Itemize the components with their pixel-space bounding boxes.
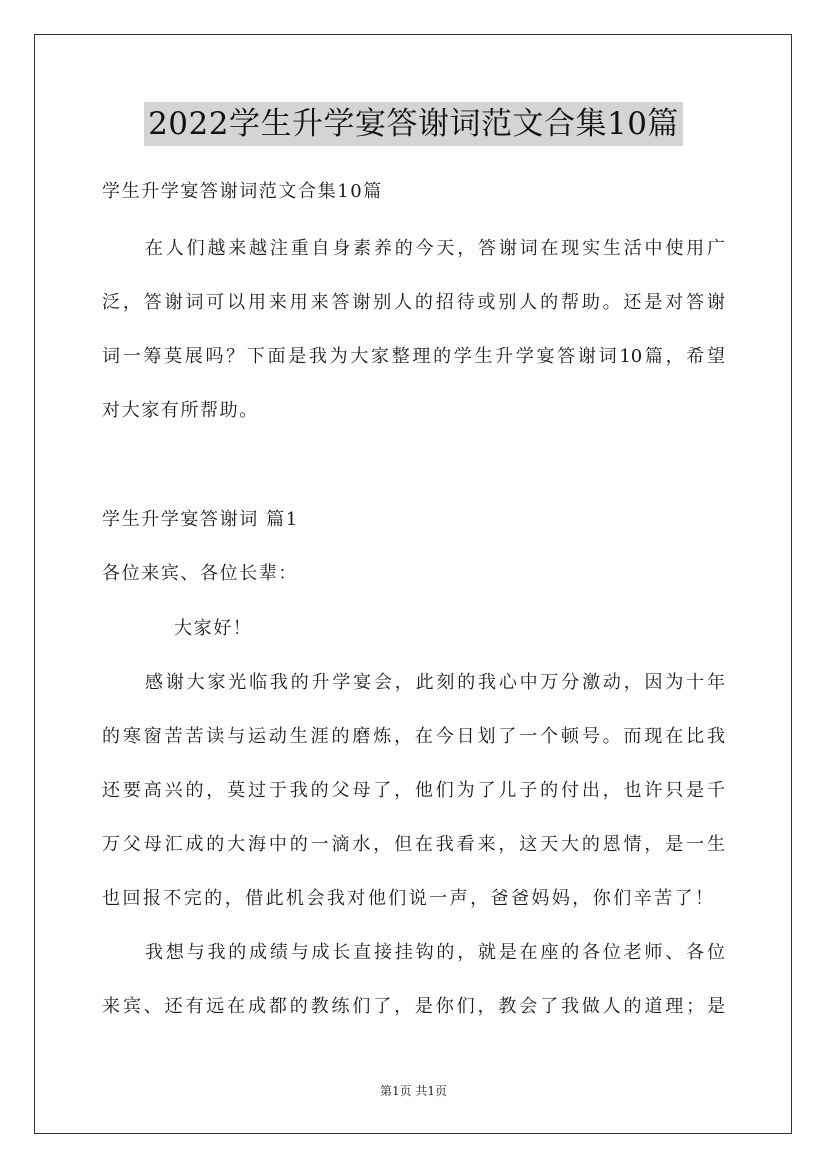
intro-line: 在人们越来越注重自身素养的今天，答谢词在现实生活中使用广 xyxy=(145,238,725,259)
salutation: 各位来宾、各位长辈： xyxy=(102,563,298,584)
body-line: 我想与我的成绩与成长直接挂钩的，就是在座的各位老师、各位 xyxy=(145,942,725,963)
body-line: 的寒窗苦苦读与运动生涯的磨炼，在今日划了一个顿号。而现在比我 xyxy=(102,726,725,747)
section-heading: 学生升学宴答谢词 篇1 xyxy=(102,509,299,530)
page-footer: 第1页 共1页 xyxy=(379,1084,448,1098)
intro-line: 词一筹莫展吗？下面是我为大家整理的学生升学宴答谢词10篇，希望 xyxy=(102,346,725,367)
body-line: 也回报不完的，借此机会我对他们说一声，爸爸妈妈，你们辛苦了！ xyxy=(102,888,713,909)
intro-line: 泛，答谢词可以用来用来答谢别人的招待或别人的帮助。还是对答谢 xyxy=(102,292,725,313)
body-line: 感谢大家光临我的升学宴会，此刻的我心中万分激动，因为十年 xyxy=(145,672,725,693)
body-line: 来宾、还有远在成都的教练们了，是你们，教会了我做人的道理；是 xyxy=(102,996,725,1017)
intro-line: 对大家有所帮助。 xyxy=(102,400,259,421)
body-line: 万父母汇成的大海中的一滴水，但在我看来，这天大的恩情，是一生 xyxy=(102,834,725,855)
greeting: 大家好！ xyxy=(174,618,253,639)
document-title: 2022学生升学宴答谢词范文合集10篇 xyxy=(144,102,683,146)
body-line: 还要高兴的，莫过于我的父母了，他们为了儿子的付出，也许只是千 xyxy=(102,780,725,801)
document-subtitle: 学生升学宴答谢词范文合集10篇 xyxy=(102,181,383,202)
title-container xyxy=(0,102,827,146)
